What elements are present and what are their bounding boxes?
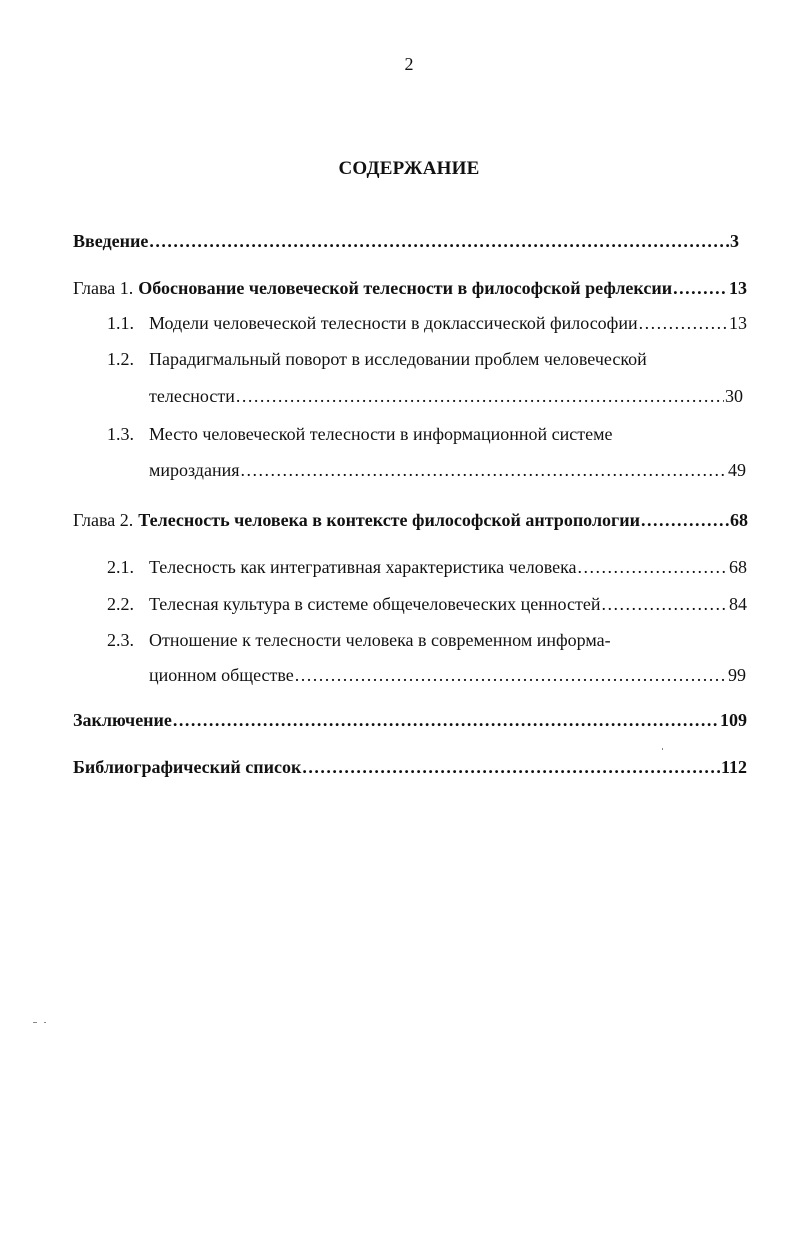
toc-label: Модели человеческой телесности в доклассической философии <box>149 313 638 333</box>
toc-page: 30 <box>725 386 743 406</box>
toc-entry-intro <box>73 229 739 253</box>
scan-speck <box>33 1022 37 1023</box>
toc-entry-section-2-3-cont <box>149 663 746 687</box>
dot-leader <box>295 663 727 687</box>
toc-label: Телесная культура в системе общечеловеческих ценностей <box>149 594 601 614</box>
toc-entry-chapter2 <box>73 508 748 532</box>
toc-label: Обоснование человеческой телесности в философской рефлексии <box>138 278 673 298</box>
toc-section-number: 2.2. <box>107 594 134 614</box>
toc-page: 84 <box>729 594 747 614</box>
dot-leader <box>641 508 729 532</box>
toc-entry-section-1-2 <box>107 347 747 371</box>
toc-label: Заключение <box>73 710 172 730</box>
toc-label: Парадигмальный поворот в исследовании проблем человеческой <box>149 349 647 369</box>
toc-page: 112 <box>720 757 747 777</box>
toc-entry-section-1-3 <box>107 422 747 446</box>
dot-leader <box>173 708 719 732</box>
toc-chapter-prefix: Глава 1. <box>73 278 134 298</box>
toc-entry-section-2-1 <box>107 555 747 579</box>
toc-label: Отношение к телесности человека в современном информа- <box>149 630 611 650</box>
toc-page: 13 <box>729 278 747 298</box>
toc-page: 68 <box>730 510 748 530</box>
toc-entry-section-2-3 <box>107 628 747 652</box>
toc-label: Телесность как интегративная характеристика человека <box>149 557 577 577</box>
page-title: СОДЕРЖАНИЕ <box>338 158 480 179</box>
toc-page: 49 <box>728 460 746 480</box>
toc-label: Телесность человека в контексте философской антропологии <box>138 510 640 530</box>
scan-speck <box>44 1022 46 1023</box>
dot-leader <box>241 458 727 482</box>
scan-speck <box>662 748 663 750</box>
toc-label: Библиографический список <box>73 757 302 777</box>
dot-leader <box>236 384 724 408</box>
toc-entry-chapter1 <box>73 276 747 300</box>
toc-section-number: 1.3. <box>107 424 134 444</box>
toc-section-number: 1.1. <box>107 313 134 333</box>
toc-section-number: 2.3. <box>107 630 134 650</box>
dot-leader <box>639 311 728 335</box>
toc-label: Введение <box>73 231 149 251</box>
toc-page: 68 <box>729 557 747 577</box>
toc-page: 13 <box>729 313 747 333</box>
toc-entry-section-2-2 <box>107 592 747 616</box>
toc-entry-bibliography <box>73 755 747 779</box>
toc-entry-section-1-1 <box>107 311 747 335</box>
dot-leader <box>673 276 728 300</box>
dot-leader <box>578 555 728 579</box>
toc-section-number: 1.2. <box>107 349 134 369</box>
dot-leader <box>601 592 728 616</box>
toc-label: мироздания <box>149 460 240 480</box>
toc-section-number: 2.1. <box>107 557 134 577</box>
toc-entry-section-1-3-cont <box>149 458 746 482</box>
toc-chapter-prefix: Глава 2. <box>73 510 134 530</box>
toc-label: ционном обществе <box>149 665 294 685</box>
toc-page: 109 <box>720 710 747 730</box>
toc-label: Место человеческой телесности в информационной системе <box>149 424 613 444</box>
page-number: 2 <box>404 54 414 74</box>
toc-entry-conclusion <box>73 708 747 732</box>
toc-page: 99 <box>728 665 746 685</box>
toc-label: телесности <box>149 386 235 406</box>
dot-leader <box>149 229 729 253</box>
toc-entry-section-1-2-cont <box>149 384 743 408</box>
toc-page: 3 <box>730 231 739 251</box>
dot-leader <box>302 755 720 779</box>
